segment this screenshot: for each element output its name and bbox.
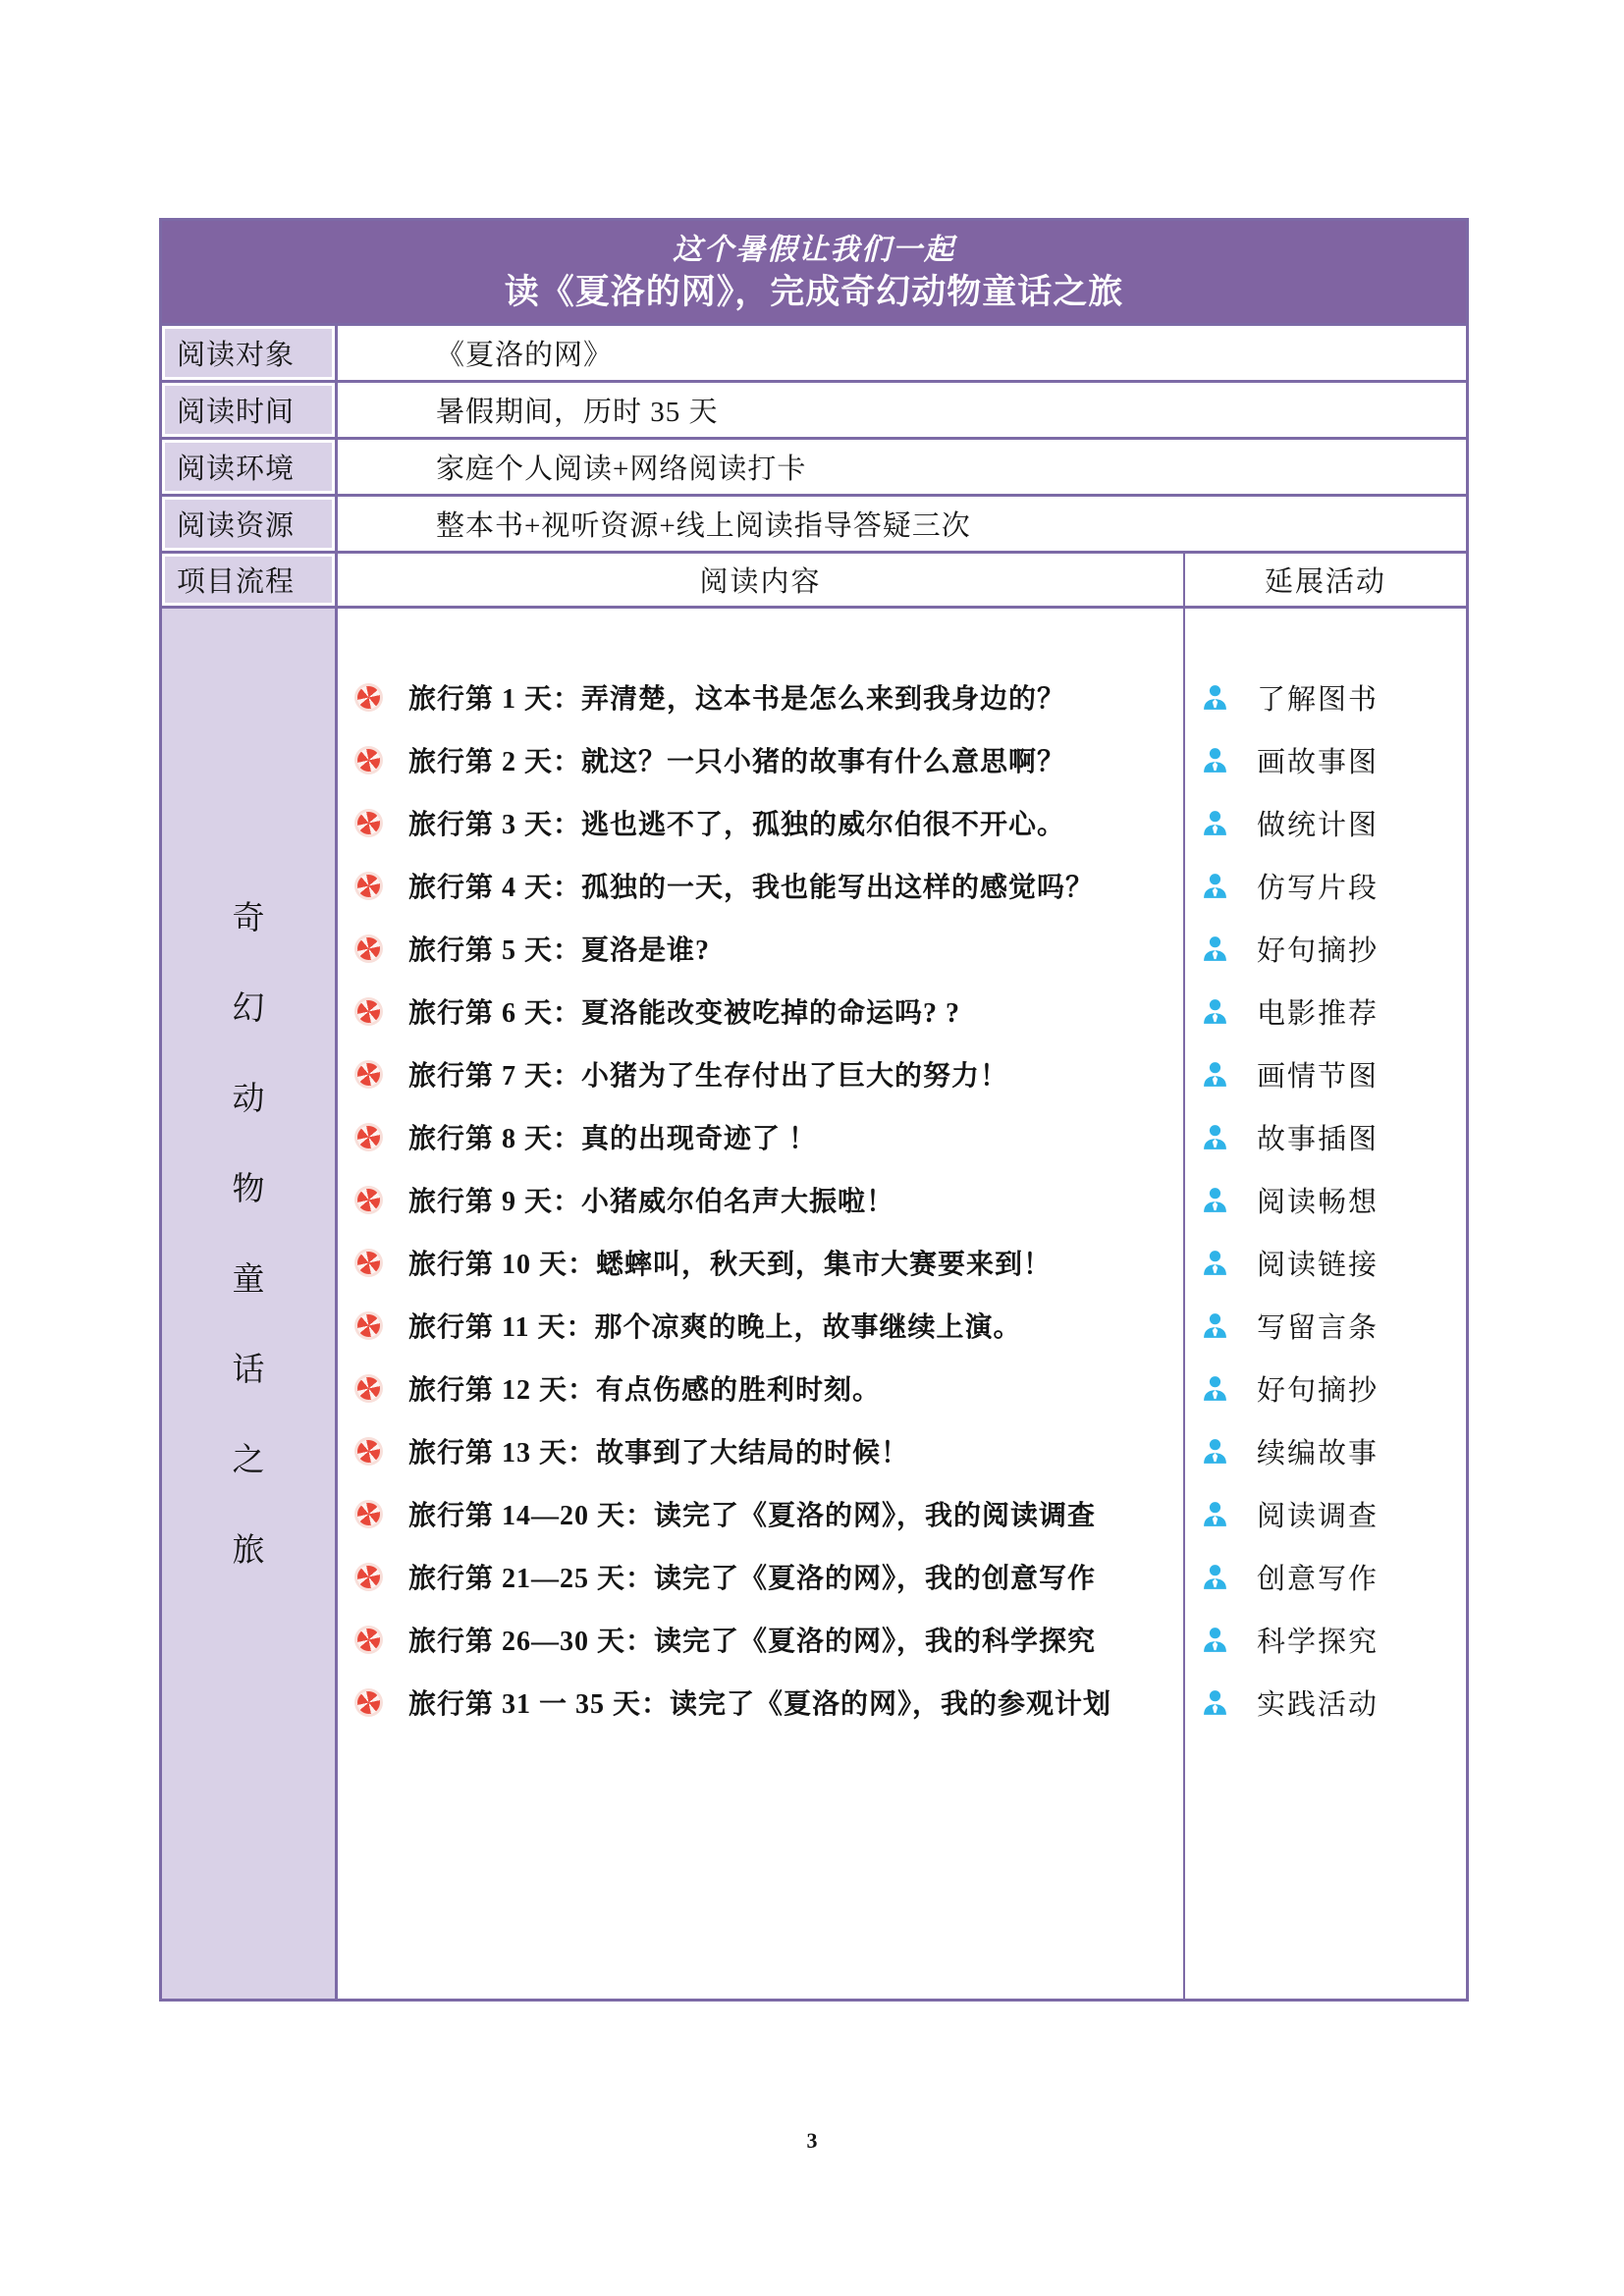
journey-char: 话	[232, 1353, 265, 1388]
activity-text: 电影推荐	[1257, 997, 1380, 1030]
activity-item	[1185, 980, 1466, 1042]
reading-content-item	[338, 917, 1183, 980]
person-icon	[1201, 1311, 1229, 1340]
pinwheel-bullet-icon	[357, 1629, 380, 1651]
pinwheel-bullet-icon	[357, 1440, 380, 1463]
reading-content-item	[338, 1671, 1183, 1734]
activity-item	[1185, 1168, 1466, 1231]
activity-text: 好句摘抄	[1257, 1374, 1380, 1407]
activity-item	[1185, 791, 1466, 854]
pinwheel-bullet-icon	[357, 686, 380, 709]
pinwheel-bullet-icon	[357, 1189, 380, 1211]
activity-text: 科学探究	[1257, 1626, 1380, 1658]
reading-content-text: 旅行第 6 天：夏洛能改变被吃掉的命运吗? ?	[408, 998, 961, 1029]
pinwheel-bullet-icon	[357, 875, 380, 897]
flow-label-cell	[162, 554, 338, 606]
person-icon	[1201, 809, 1229, 837]
reading-plan-table	[159, 218, 1469, 2002]
activity-item	[1185, 666, 1466, 728]
info-label-cell	[162, 326, 338, 380]
flow-header-row	[162, 551, 1466, 606]
person-icon	[1201, 872, 1229, 900]
pinwheel-bullet-icon	[357, 937, 380, 960]
journey-char: 物	[232, 1172, 265, 1207]
pinwheel-bullet-icon	[357, 812, 380, 834]
reading-content-text: 旅行第 26—30 天：读完了《夏洛的网》，我的科学探究	[408, 1627, 1097, 1657]
activity-item	[1185, 917, 1466, 980]
main-content-row	[162, 606, 1466, 1999]
reading-content-item	[338, 1545, 1183, 1608]
pinwheel-bullet-icon	[357, 1063, 380, 1086]
person-icon	[1201, 1123, 1229, 1151]
activity-column-header: 延展活动	[1183, 554, 1466, 606]
flow-label: 项目流程	[165, 557, 332, 603]
reading-content-item	[338, 666, 1183, 728]
person-icon	[1201, 1437, 1229, 1466]
activity-text: 仿写片段	[1257, 872, 1380, 904]
reading-content-item	[338, 1482, 1183, 1545]
activity-item	[1185, 1671, 1466, 1734]
activity-text: 做统计图	[1257, 809, 1380, 841]
person-icon	[1201, 1060, 1229, 1089]
info-label-cell	[162, 497, 338, 551]
pinwheel-bullet-icon	[357, 1566, 380, 1588]
activity-text: 阅读链接	[1257, 1249, 1380, 1281]
activity-item	[1185, 1105, 1466, 1168]
pinwheel-bullet-icon	[357, 749, 380, 772]
reading-content-text: 旅行第 3 天：逃也逃不了，孤独的威尔伯很不开心。	[408, 810, 1066, 840]
extension-activity-list	[1183, 609, 1466, 1999]
reading-content-text: 旅行第 10 天：蟋蟀叫，秋天到，集市大赛要来到！	[408, 1250, 1053, 1280]
reading-content-text: 旅行第 1 天：弄清楚，这本书是怎么来到我身边的？	[408, 684, 1066, 715]
person-icon	[1201, 934, 1229, 963]
activity-item	[1185, 1231, 1466, 1294]
person-icon	[1201, 1500, 1229, 1528]
reading-content-item	[338, 1168, 1183, 1231]
activity-item	[1185, 1545, 1466, 1608]
activity-item	[1185, 854, 1466, 917]
activity-item	[1185, 728, 1466, 791]
pinwheel-bullet-icon	[357, 1503, 380, 1525]
reading-content-item	[338, 1294, 1183, 1357]
journey-char: 旅	[232, 1533, 265, 1569]
info-label-cell	[162, 383, 338, 437]
info-label: 阅读对象	[165, 329, 332, 377]
pinwheel-bullet-icon	[357, 1126, 380, 1148]
person-icon	[1201, 1563, 1229, 1591]
reading-content-text: 旅行第 8 天：真的出现奇迹了 ！	[408, 1124, 818, 1154]
banner-line1: 这个暑假让我们一起	[673, 234, 955, 266]
reading-content-item	[338, 1419, 1183, 1482]
reading-content-item	[338, 728, 1183, 791]
journey-char: 幻	[232, 991, 265, 1027]
info-row-target	[162, 323, 1466, 380]
banner-line2: 读《夏洛的网》，完成奇幻动物童话之旅	[504, 273, 1124, 311]
activity-item	[1185, 1042, 1466, 1105]
activity-text: 故事插图	[1257, 1123, 1380, 1155]
reading-content-text: 旅行第 4 天：孤独的一天，我也能写出这样的感觉吗？	[408, 873, 1095, 903]
activity-text: 了解图书	[1257, 683, 1380, 716]
reading-content-text: 旅行第 2 天：就这？一只小猪的故事有什么意思啊？	[408, 747, 1066, 777]
reading-content-item	[338, 1608, 1183, 1671]
person-icon	[1201, 683, 1229, 712]
info-label: 阅读资源	[165, 500, 332, 548]
pinwheel-bullet-icon	[357, 1691, 380, 1714]
reading-content-text: 旅行第 21—25 天：读完了《夏洛的网》，我的创意写作	[408, 1564, 1097, 1594]
reading-content-text: 旅行第 31 一 35 天：读完了《夏洛的网》，我的参观计划	[408, 1689, 1112, 1720]
person-icon	[1201, 1374, 1229, 1403]
activity-item	[1185, 1608, 1466, 1671]
content-column-header: 阅读内容	[699, 566, 822, 598]
info-row-time	[162, 380, 1466, 437]
reading-content-item	[338, 791, 1183, 854]
info-row-environment	[162, 437, 1466, 494]
activity-item	[1185, 1357, 1466, 1419]
reading-content-item	[338, 1105, 1183, 1168]
journey-char: 之	[232, 1443, 265, 1478]
journey-char: 奇	[232, 901, 265, 936]
journey-char: 动	[232, 1082, 265, 1117]
reading-content-text: 旅行第 5 天：夏洛是谁?	[408, 935, 711, 966]
info-value: 《夏洛的网》	[436, 340, 614, 371]
journey-char: 童	[232, 1262, 265, 1298]
person-icon	[1201, 746, 1229, 774]
reading-content-text: 旅行第 11 天：那个凉爽的晚上，故事继续上演。	[408, 1312, 1022, 1343]
reading-content-text: 旅行第 12 天：有点伤感的胜利时刻。	[408, 1375, 882, 1406]
reading-content-item	[338, 1231, 1183, 1294]
pinwheel-bullet-icon	[357, 1314, 380, 1337]
reading-content-text: 旅行第 7 天：小猪为了生存付出了巨大的努力！	[408, 1061, 1009, 1092]
info-label-cell	[162, 440, 338, 494]
activity-text: 阅读畅想	[1257, 1186, 1380, 1218]
activity-text: 画故事图	[1257, 746, 1380, 778]
info-value: 暑假期间，历时 35 天	[436, 397, 719, 428]
person-icon	[1201, 1626, 1229, 1654]
person-icon	[1201, 1249, 1229, 1277]
pinwheel-bullet-icon	[357, 1377, 380, 1400]
reading-content-item	[338, 1042, 1183, 1105]
pinwheel-bullet-icon	[357, 1000, 380, 1023]
info-value: 整本书+视听资源+线上阅读指导答疑三次	[436, 510, 971, 542]
activity-text: 画情节图	[1257, 1060, 1380, 1093]
activity-item	[1185, 1482, 1466, 1545]
activity-text: 好句摘抄	[1257, 934, 1380, 967]
reading-content-list	[338, 609, 1183, 1999]
journey-title-vertical	[162, 609, 338, 1999]
pinwheel-bullet-icon	[357, 1252, 380, 1274]
activity-text: 阅读调查	[1257, 1500, 1380, 1532]
info-label: 阅读环境	[165, 443, 332, 491]
reading-content-item	[338, 1357, 1183, 1419]
activity-item	[1185, 1294, 1466, 1357]
reading-content-item	[338, 980, 1183, 1042]
activity-text: 写留言条	[1257, 1311, 1380, 1344]
person-icon	[1201, 1688, 1229, 1717]
info-label: 阅读时间	[165, 386, 332, 434]
person-icon	[1201, 1186, 1229, 1214]
info-value: 家庭个人阅读+网络阅读打卡	[436, 454, 807, 485]
reading-content-text: 旅行第 14—20 天：读完了《夏洛的网》，我的阅读调查	[408, 1501, 1097, 1531]
info-row-resources	[162, 494, 1466, 551]
title-banner	[162, 221, 1466, 323]
page-number: 3	[806, 2128, 818, 2153]
reading-content-text: 旅行第 13 天：故事到了大结局的时候！	[408, 1438, 910, 1468]
reading-content-item	[338, 854, 1183, 917]
activity-text: 实践活动	[1257, 1688, 1380, 1721]
activity-item	[1185, 1419, 1466, 1482]
activity-text: 续编故事	[1257, 1437, 1380, 1469]
reading-content-text: 旅行第 9 天：小猪威尔伯名声大振啦！	[408, 1187, 895, 1217]
person-icon	[1201, 997, 1229, 1026]
activity-text: 创意写作	[1257, 1563, 1380, 1595]
